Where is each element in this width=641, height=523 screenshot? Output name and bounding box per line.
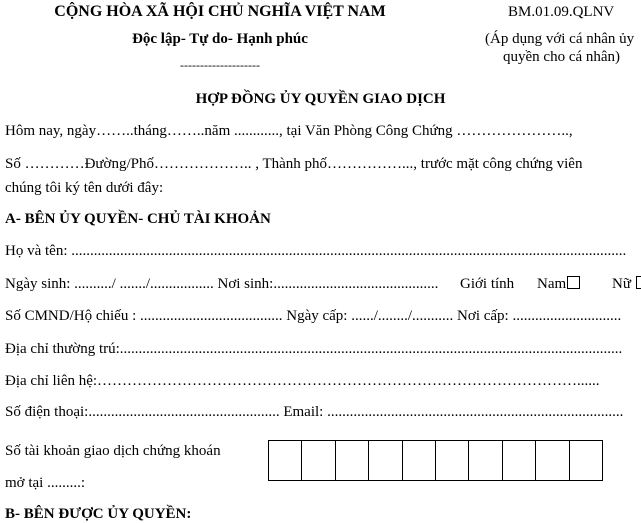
permanent-address-field[interactable]: Địa chỉ thường trú:...................................................................................................................................... bbox=[5, 341, 623, 357]
country-header: CỘNG HÒA XÃ HỘI CHỦ NGHĨA VIỆT NAM bbox=[54, 3, 386, 20]
male-label: Nam bbox=[537, 276, 567, 292]
digit-box[interactable] bbox=[269, 441, 302, 480]
digit-box[interactable] bbox=[302, 441, 335, 480]
form-code: BM.01.09.QLNV bbox=[508, 4, 615, 20]
female-label: Nữ bbox=[612, 276, 631, 292]
digit-box[interactable] bbox=[536, 441, 569, 480]
intro-line-3: chúng tôi ký tên dưới đây: bbox=[5, 180, 164, 196]
document-title: HỢP ĐỒNG ỦY QUYỀN GIAO DỊCH bbox=[195, 91, 446, 107]
id-field[interactable]: Số CMND/Hộ chiếu : ...................................... Ngày cấp: ....../......../........... Nơi cấp: ............................. bbox=[5, 308, 622, 324]
account-label: Số tài khoản giao dịch chứng khoán bbox=[5, 443, 221, 459]
intro-line-2: Số …………Đường/Phố……………….. , Thành phố……………..., trước mặt công chứng viên bbox=[5, 156, 583, 172]
digit-box[interactable] bbox=[369, 441, 402, 480]
digit-box[interactable] bbox=[403, 441, 436, 480]
male-option[interactable] bbox=[537, 275, 580, 293]
digit-box[interactable] bbox=[336, 441, 369, 480]
dob-field[interactable]: Ngày sinh: ........../ ......./................. Nơi sinh:............................................ bbox=[5, 276, 439, 292]
motto: Độc lập- Tự do- Hạnh phúc bbox=[132, 31, 308, 47]
female-option[interactable] bbox=[612, 275, 641, 293]
separator: -------------------- bbox=[180, 58, 260, 72]
digit-box[interactable] bbox=[469, 441, 502, 480]
intro-line-1: Hôm nay, ngày……..tháng……..năm ............, tại Văn Phòng Công Chứng ………………….., bbox=[5, 123, 573, 139]
opened-at-field[interactable]: mở tại .........: bbox=[5, 475, 86, 491]
contact-address-field[interactable]: Địa chỉ liên hệ:……………………………………………………………………………………...... bbox=[5, 373, 600, 389]
phone-email-field[interactable]: Số điện thoại:................................................... Email: ............................................................................... bbox=[5, 404, 624, 420]
gender-label: Giới tính bbox=[460, 276, 515, 292]
section-a-heading: A- BÊN ỦY QUYỀN- CHỦ TÀI KHOẢN bbox=[5, 211, 271, 227]
applies-note-2: quyền cho cá nhân) bbox=[503, 49, 621, 65]
digit-box[interactable] bbox=[503, 441, 536, 480]
account-number-boxes[interactable] bbox=[268, 440, 603, 481]
section-b-heading: B- BÊN ĐƯỢC ỦY QUYỀN: bbox=[5, 506, 192, 522]
male-checkbox[interactable] bbox=[567, 276, 580, 289]
full-name-field[interactable]: Họ và tên: .................................................................................................................................................... bbox=[5, 243, 627, 259]
digit-box[interactable] bbox=[436, 441, 469, 480]
female-checkbox[interactable] bbox=[636, 276, 641, 289]
applies-note-1: (Áp dụng với cá nhân ủy bbox=[485, 31, 635, 47]
digit-box[interactable] bbox=[570, 441, 602, 480]
